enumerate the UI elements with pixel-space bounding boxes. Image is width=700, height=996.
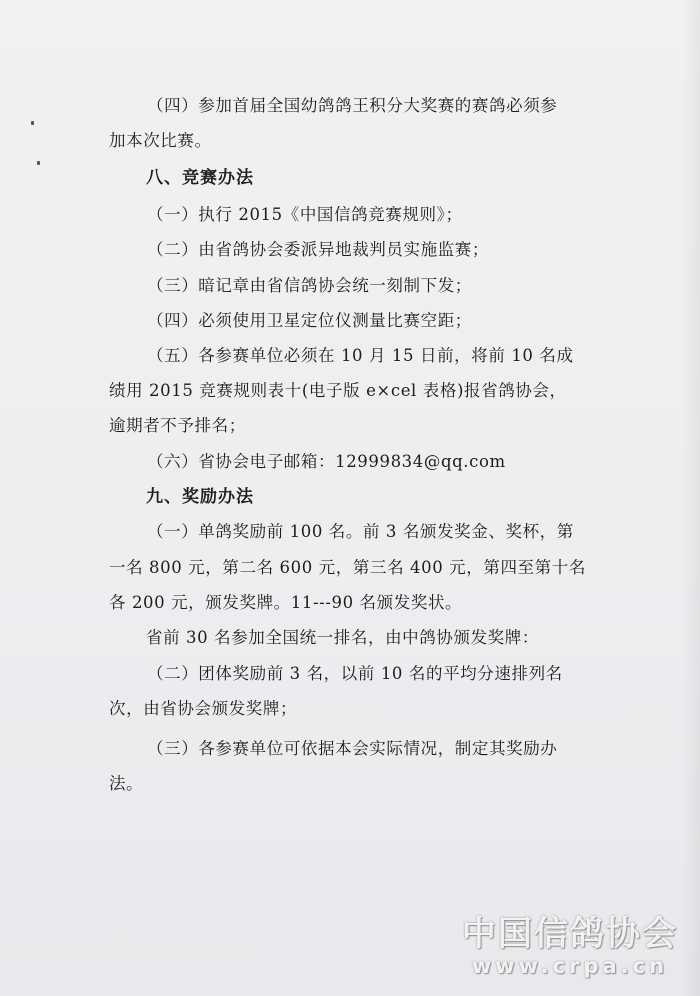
scan-speck: [31, 121, 34, 125]
page-edge-shadow: [682, 0, 700, 996]
rule-item-5-line-1: （五）各参赛单位必须在 10 月 15 日前，将前 10 名成: [147, 346, 574, 365]
item-four-line-1: （四）参加首届全国幼鸽鸽王积分大奖赛的赛鸽必须参: [147, 96, 558, 115]
rule-item-5-line-2: 绩用 2015 竞赛规则表十(电子版 e×cel 表格)报省鸽协会，: [109, 381, 567, 400]
rule-item-3: （三）暗记章由省信鸽协会统一刻制下发；: [147, 276, 472, 295]
site-watermark: [462, 914, 678, 978]
item-four-line-2: 加本次比赛。: [109, 131, 212, 150]
national-ranking-note: 省前 30 名参加全国统一排名，由中鸽协颁发奖牌：: [146, 628, 539, 647]
award-item-1-line-2: 一名 800 元，第二名 600 元，第三名 400 元，第四至第十名: [109, 558, 586, 577]
association-email: （六）省协会电子邮箱：12999834@qq.com: [147, 452, 506, 471]
watermark-title: 中国信鸽协会: [462, 914, 678, 954]
section-nine-heading: 九、奖励办法: [146, 487, 254, 507]
scan-speck: [37, 161, 40, 165]
section-eight-heading: 八、竞赛办法: [146, 168, 254, 188]
rule-item-2: （二）由省鸽协会委派异地裁判员实施监赛；: [147, 240, 489, 259]
award-item-3-line-2: 法。: [109, 774, 144, 793]
award-item-3-line-1: （三）各参赛单位可依据本会实际情况，制定其奖励办: [147, 739, 558, 758]
rule-item-5-line-3: 逾期者不予排名；: [109, 416, 246, 435]
rule-item-1: （一）执行 2015《中国信鸽竞赛规则》；: [147, 205, 463, 224]
award-item-1-line-3: 各 200 元，颁发奖牌。11---90 名颁发奖状。: [109, 593, 463, 612]
watermark-url: www.crpa.cn: [471, 954, 669, 978]
award-item-2-line-2: 次，由省协会颁发奖牌；: [109, 699, 298, 718]
award-item-1-line-1: （一）单鸽奖励前 100 名。前 3 名颁发奖金、奖杯，第: [147, 522, 574, 541]
rule-item-4: （四）必须使用卫星定位仪测量比赛空距；: [147, 311, 472, 330]
award-item-2-line-1: （二）团体奖励前 3 名，以前 10 名的平均分速排列名: [147, 664, 563, 683]
